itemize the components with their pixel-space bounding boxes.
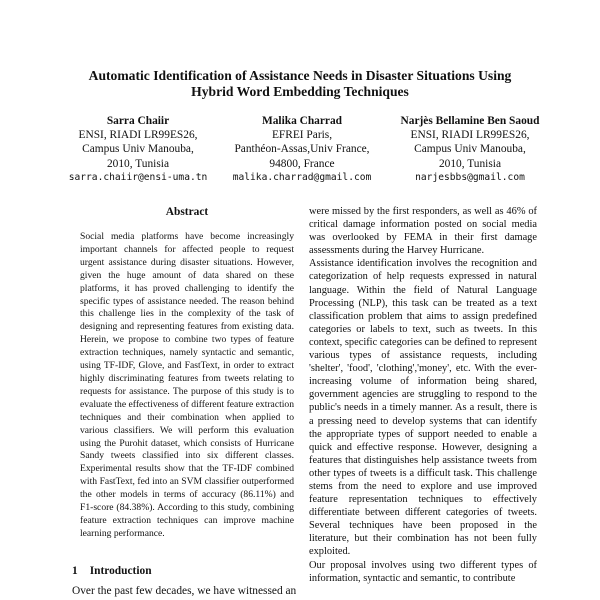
author-1 (60, 114, 216, 185)
abstract-text: Social media platforms have become increasingly important channels for affected people to request urgent assistance during disaster situations. However, given the huge amount of data shared on these platforms, it has proved challenging to identify the specific types of assistance needed. The reason behind this challenge lies in the complexity of the task of designing and representing features from existing data. Herein, we propose to combine two types of feature extraction techniques, namely syntactic and semantic, using TF-IDF, Glove, and FastText, in order to extract highly discriminating features from tweets relating to requests for assistance. The purpose of this study is to evaluate the effectiveness of different feature extraction techniques and their combination when applied to various classifiers. We will perform this evaluation using the Purohit dataset, which consists of Hurricane Sandy tweets classified into six different classes. Experimental results show that the TF-IDF combined with FastText, fed into an SVM classifier outperformed the other models in terms of accuracy (86.11%) and F1-score (84.38%). According to this study, combining feature extraction techniques can improve machine learning performance. (80, 231, 294, 539)
title-line-2: Hybrid Word Embedding Techniques (191, 84, 409, 99)
author-email[interactable]: malika.charrad@gmail.com (232, 171, 372, 183)
author-affiliation: Panthéon-Assas,Univ France, (234, 143, 370, 156)
author-3 (382, 114, 558, 185)
author-affiliation: 94800, France (269, 157, 335, 170)
abstract-heading: Abstract (165, 206, 209, 218)
right-column (309, 205, 537, 585)
introduction-text: Over the past few decades, we have witnessed an (72, 585, 297, 597)
author-email[interactable]: sarra.chaiir@ensi-uma.tn (68, 171, 208, 183)
left-column (72, 205, 302, 541)
author-name: Malika Charrad (261, 115, 343, 127)
author-affiliation: ENSI, RIADI LR99ES26, (78, 129, 198, 142)
paper-title (40, 68, 560, 100)
author-affiliation: EFREI Paris, (271, 129, 333, 142)
author-affiliation: Campus Univ Manouba, (82, 143, 194, 156)
author-2 (222, 114, 382, 185)
author-name: Narjès Bellamine Ben Saoud (400, 115, 540, 127)
section-title: Introduction (89, 565, 152, 577)
introduction-heading (72, 565, 152, 577)
body-paragraph: Our proposal involves using two different types of information, syntactic and semantic, to contribute (309, 559, 537, 584)
author-email[interactable]: narjesbbs@gmail.com (415, 171, 525, 183)
author-name: Sarra Chaiir (106, 115, 170, 127)
title-line-1: Automatic Identification of Assistance Needs in Disaster Situations Using (88, 68, 512, 83)
author-affiliation: ENSI, RIADI LR99ES26, (410, 129, 530, 142)
author-affiliation: Campus Univ Manouba, (414, 143, 526, 156)
author-affiliation: 2010, Tunisia (106, 157, 170, 170)
author-block (0, 114, 600, 184)
author-affiliation: 2010, Tunisia (438, 157, 502, 170)
body-paragraph: were missed by the first responders, as well as 46% of critical damage information posted on social media was overlooked by FEMA in their first damage assessments during the Harvey Hurricane. (309, 206, 537, 257)
section-number: 1 (72, 565, 78, 577)
body-paragraph: Assistance identification involves the recognition and categorization of help requests expressed in natural language. Within the field of Natural Language Processing (NLP), this task can be treated as a text classification problem that aims to assign predefined categories or labels to text, such as tweets. In this context, specific categories can be defined to represent various types of assistance requests, including 'shelter', 'food', 'clothing','money', etc. With the ever-increasing volume of information being shared, government agencies are struggling to respond to the public's needs in a timely manner. As a result, there is a pressing need to develop systems that can identify the appropriate types of support needed to enable a quick and effective response. However, designing a features that distinguishes help assistance tweets from other types of tweets is a difficult task. This challenge stems from the need to explore and use improved feature representation techniques to effectively differentiate between different categories of tweets. Several techniques have been proposed in the literature, but their combination has not been fully exploited. (309, 258, 537, 558)
